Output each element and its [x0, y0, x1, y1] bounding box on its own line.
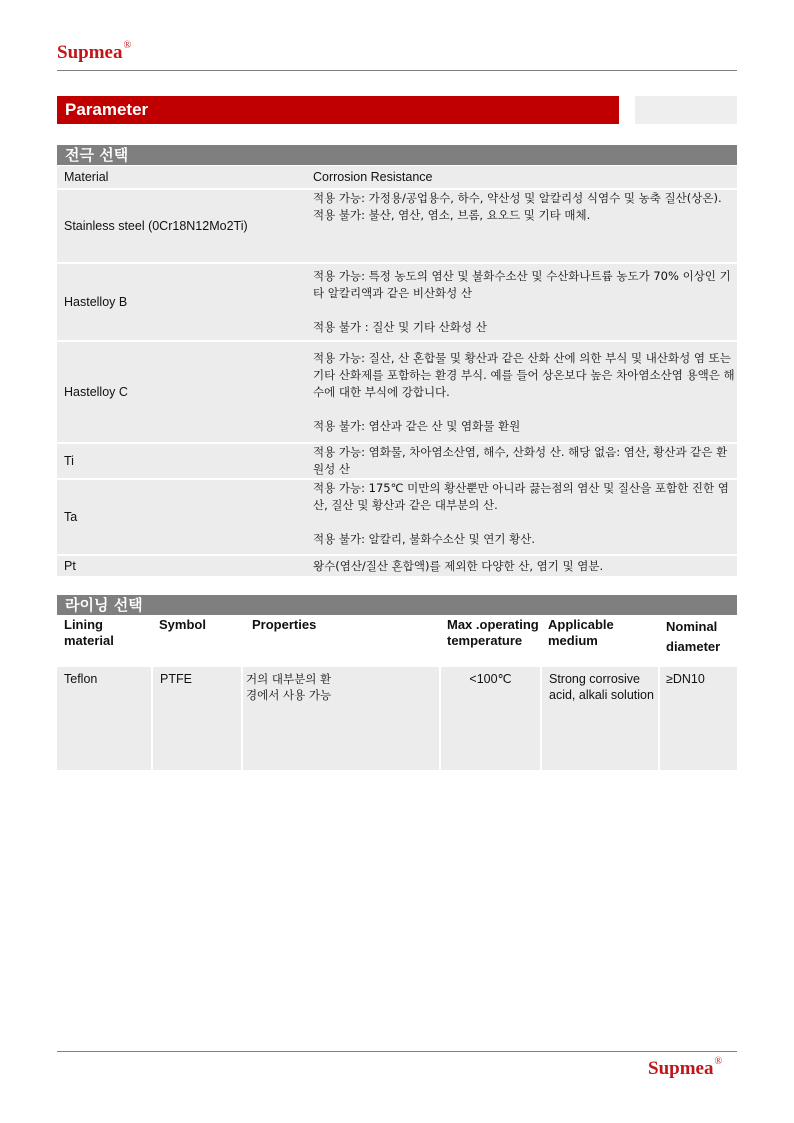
table-header-row — [57, 166, 737, 188]
table-row — [57, 444, 737, 478]
resistance-cell — [306, 444, 737, 478]
header-brand-text: Supmea — [57, 42, 123, 63]
column-header-properties: Properties — [242, 615, 440, 667]
max-temperature-cell: <100℃ — [440, 667, 541, 770]
electrode-heading: 전극 선택 — [57, 145, 737, 165]
table-row — [57, 342, 737, 442]
column-header-corrosion: Corrosion Resistance — [306, 166, 737, 188]
column-header-nominal-diameter: Nominal diameter — [659, 615, 737, 667]
footer-logo — [648, 1058, 722, 1080]
table-row — [57, 264, 737, 340]
section-title-side-block — [635, 96, 737, 124]
table-row — [57, 190, 737, 262]
resistance-cell — [306, 480, 737, 554]
column-header-material: Material — [57, 166, 306, 188]
electrode-table — [57, 166, 737, 576]
material-cell: Hastelloy C — [57, 342, 306, 442]
section-title: Parameter — [57, 96, 619, 124]
resistance-cell — [306, 264, 737, 340]
resistance-cell — [306, 190, 737, 262]
table-row — [57, 556, 737, 576]
symbol-cell: PTFE — [152, 667, 242, 770]
resistance-cell — [306, 556, 737, 576]
resistance-line: 적용 불가: 불산, 염산, 염소, 브롬, 요오드 및 기타 매체. — [313, 208, 591, 222]
footer-brand-text: Supmea — [648, 1058, 714, 1079]
resistance-line: 적용 불가 : 질산 및 기타 산화성 산 — [313, 320, 487, 334]
resistance-line: 적용 가능: 가정용/공업용수, 하수, 약산성 및 알칼리성 식염수 및 농축 질산(상온). — [313, 191, 722, 205]
column-header-max-temperature: Max .operating temperature — [440, 615, 541, 667]
lining-heading: 라이닝 선택 — [57, 595, 737, 615]
lining-table — [57, 615, 737, 770]
resistance-line: 적용 가능: 175℃ 미만의 황산뿐만 아니라 끓는점의 염산 및 질산을 포함한 진한 염산, 질산 및 황산과 같은 대부분의 산. — [313, 481, 729, 512]
material-cell: Stainless steel (0Cr18N12Mo2Ti) — [57, 190, 306, 262]
properties-cell: 거의 대부분의 환경에서 사용 가능 — [242, 667, 440, 770]
resistance-cell — [306, 342, 737, 442]
resistance-line: 적용 가능: 특정 농도의 염산 및 불화수소산 및 수산화나트륨 농도가 70% 이상인 기타 알칼리액과 같은 비산화성 산 — [313, 269, 731, 300]
column-header-symbol: Symbol — [152, 615, 242, 667]
resistance-line: 왕수(염산/질산 혼합액)를 제외한 다양한 산, 염기 및 염분. — [313, 558, 604, 573]
material-cell: Hastelloy B — [57, 264, 306, 340]
resistance-line: 적용 불가: 알칼리, 불화수소산 및 연기 황산. — [313, 532, 535, 546]
column-header-applicable-medium: Applicable medium — [541, 615, 659, 667]
resistance-line: 적용 불가: 염산과 같은 산 및 염화물 환원 — [313, 418, 521, 433]
material-cell: Ti — [57, 444, 306, 478]
table-row — [57, 480, 737, 554]
table-header-row — [57, 615, 737, 667]
material-cell: Pt — [57, 556, 306, 576]
material-cell: Ta — [57, 480, 306, 554]
applicable-medium-cell: Strong corrosive acid, alkali solution — [541, 667, 659, 770]
footer-reg-mark: ® — [714, 1056, 723, 1067]
nominal-diameter-cell: ≥DN10 — [659, 667, 737, 770]
header-reg-mark: ® — [123, 40, 132, 51]
header-logo — [57, 42, 131, 64]
resistance-line: 적용 가능: 질산, 산 혼합물 및 황산과 같은 산화 산에 의한 부식 및 내산화성 염 또는 기타 산화제를 포함하는 환경 부식. 예를 들어 상온보다 높은 차아염소산염 용액은 해수에 대한 부식에 강합니다. — [313, 350, 735, 399]
lining-material-cell: Teflon — [57, 667, 152, 770]
table-row — [57, 667, 737, 770]
resistance-line: 적용 가능: 염화물, 차아염소산염, 해수, 산화성 산. 해당 없음: 염산, 황산과 같은 환원성 산 — [313, 445, 728, 476]
column-header-lining-material: Lining material — [57, 615, 152, 667]
header-rule — [57, 70, 737, 71]
footer-rule — [57, 1051, 737, 1052]
